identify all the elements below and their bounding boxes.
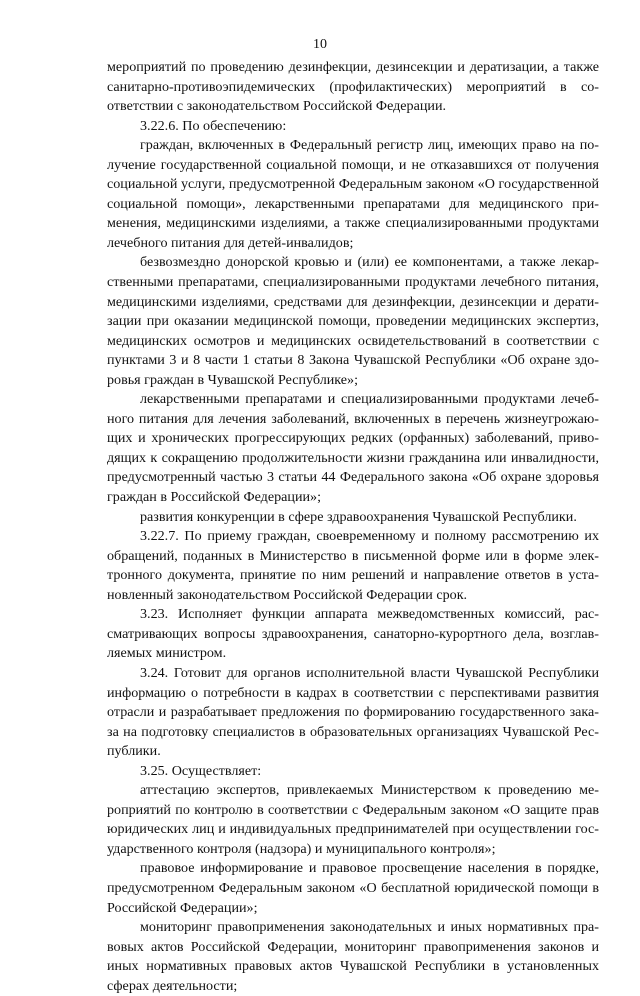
paragraph-competition: развития конкуренции в сфере здравоохранения Чувашской Республики. [140, 508, 577, 525]
paragraph-3-22-7: 3.22.7. По приему граждан, своевременному и полному рассмотрению их обращений, поданных в Министерство в письменной форме или в форме электронного документа, принятие по ним решений и направление ответов в установленный законодательством Российской Федерации срок. [107, 528, 599, 603]
paragraph-donor-blood: безвозмездно донорской кровью и (или) ее компонентами, а также лекарственными препаратами, специализированными продуктами лечебного питания, медицинскими изделиями, средствами для дезинфекции, дезинсекции и дератизации при оказании медицинской помощи, проведении медицинских экспертиз, медицинских осмотров и медицинских освидетельствований в соответствии с пунктами 3 и 8 части 1 статьи 8 Закона Чувашской Республики «Об охране здоровья граждан в Чувашской Республике»; [107, 254, 599, 388]
paragraph-3-23: 3.23. Исполняет функции аппарата межведомственных комиссий, рассматривающих вопросы здравоохранения, санаторно-курортного дела, возглавляемых министром. [107, 606, 599, 662]
paragraph-law-monitoring: мониторинг правоприменения законодательных и иных нормативных правовых актов Российской Федерации, мониторинг правоприменения законов и иных нормативных правовых актов Чувашской Республики в установленных сферах деятельности; [107, 919, 599, 994]
page-number: 10 [313, 37, 327, 52]
paragraph-legal-informing: правовое информирование и правовое просвещение населения в порядке, предусмотренном Федеральным законом «О бесплатной юридической помощи в Российской Федерации»; [107, 860, 599, 916]
paragraph-3-24: 3.24. Готовит для органов исполнительной власти Чувашской Республики информацию о потребности в кадрах в соответствии с перспективами развития отрасли и разрабатывает предложения по формированию государственного заказа на подготовку специалистов в образовательных организациях Чувашской Республики. [107, 664, 599, 760]
paragraph-3-22-6-heading: 3.22.6. По обеспечению: [140, 117, 287, 134]
paragraph-expert-attestation: аттестацию экспертов, привлекаемых Министерством к проведению мероприятий по контролю в соответствии с Федеральным законом «О защите прав юридических лиц и индивидуальных предпринимателей при осуществлении государственного контроля (надзора) и муниципального контроля»; [107, 782, 599, 857]
paragraph-continuation: мероприятий по проведению дезинфекции, дезинсекции и дератизации, а также санитарно-противоэпидемических (профилактических) мероприятий в соответствии с законодательством Российской Федерации. [107, 59, 599, 115]
document-body [107, 58, 599, 996]
paragraph-rare-diseases: лекарственными препаратами и специализированными продуктами лечебного питания для лечения заболеваний, включенных в перечень жизнеугрожающих и хронических прогрессирующих редких (орфанных) заболеваний, приводящих к сокращению продолжительности жизни гражданина или инвалидности, предусмотренный частью 3 статьи 44 Федерального закона «Об охране здоровья граждан в Российской Федерации»; [107, 391, 599, 506]
paragraph-federal-register: граждан, включенных в Федеральный регистр лиц, имеющих право на получение государственной социальной помощи, и не отказавшихся от получения социальной услуги, предусмотренной Федеральным законом «О государственной социальной помощи», лекарственными препаратами для медицинского применения, медицинскими изделиями, а также специализированными продуктами лечебного питания для детей-инвалидов; [107, 137, 599, 251]
paragraph-3-25-heading: 3.25. Осуществляет: [140, 762, 262, 779]
